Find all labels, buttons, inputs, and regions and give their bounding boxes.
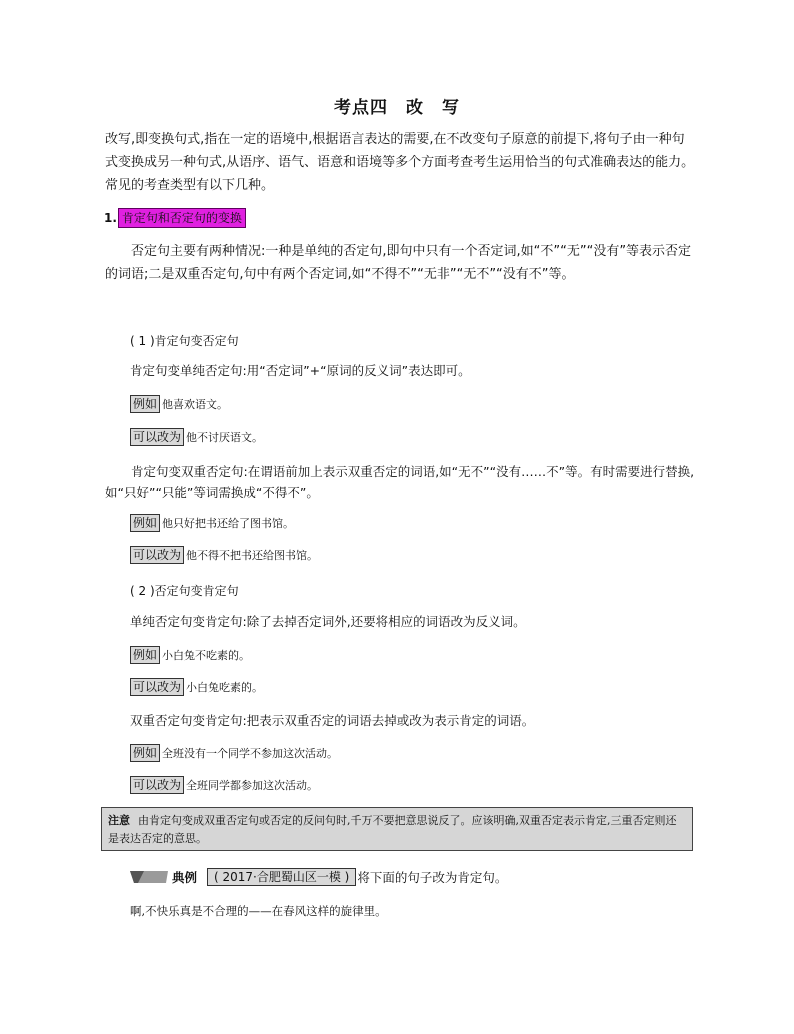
example-tag: 例如 <box>130 514 160 532</box>
example-tag: 例如 <box>130 646 160 664</box>
note-box <box>101 807 693 851</box>
rewrite-text: 他不得不把书还给图书馆。 <box>186 549 319 562</box>
rewrite-text: 全班同学都参加这次活动。 <box>186 779 319 792</box>
rule-double-negative: 肯定句变双重否定句:在谓语前加上表示双重否定的词语,如“无不”“没有……不”等。有时需要进行替换,如“只好”“只能”等词需换成“不得不”。 <box>105 464 695 500</box>
rewrite-2 <box>130 546 318 564</box>
section-label: 肯定句和否定句的变换 <box>118 208 246 228</box>
section-heading <box>104 208 246 228</box>
rewrite-tag: 可以改为 <box>130 678 184 696</box>
section-number: 1. <box>104 211 117 225</box>
negation-types-paragraph: 否定句主要有两种情况:一种是单纯的否定句,即句中只有一个否定词,如“不”“无”“没有”等表示否定的词语;二是双重否定句,句中有两个否定词,如“不得不”“无非”“无不”“没有不”等。 <box>105 244 692 282</box>
example-text: 他喜欢语文。 <box>162 398 229 411</box>
exam-source-badge: ( 2017·合肥蜀山区一模 ) <box>207 868 356 886</box>
rewrite-1 <box>130 428 263 446</box>
intro-paragraph: 改写,即变换句式,指在一定的语境中,根据语言表达的需要,在不改变句子原意的前提下,将句子由一种句式变换成另一种句式,从语序、语气、语意和语境等多个方面考查考生运用恰当的句式准确表达的能力。常见的考查类型有以下几种。 <box>105 132 695 193</box>
example-text: 他只好把书还给了图书馆。 <box>162 517 295 530</box>
rewrite-text: 小白兔吃素的。 <box>186 681 264 694</box>
typical-example-instruction: 将下面的句子改为肯定句。 <box>357 870 508 885</box>
rewrite-tag: 可以改为 <box>130 776 184 794</box>
example-2 <box>130 514 294 532</box>
typical-example-marker-icon <box>130 870 168 884</box>
note-heading: 注意 <box>108 814 130 827</box>
note-text: 由肯定句变成双重否定句或否定的反问句时,千万不要把意思说反了。应该明确,双重否定表示肯定,三重否定则还是表达否定的意思。 <box>108 814 677 845</box>
question-sentence: 啊,不快乐真是不合理的——在春风这样的旋律里。 <box>130 904 387 918</box>
example-tag: 例如 <box>130 395 160 413</box>
example-text: 全班没有一个同学不参加这次活动。 <box>162 747 339 760</box>
typical-example <box>130 868 507 886</box>
rule-double-to-affirmative: 双重否定句变肯定句:把表示双重否定的词语去掉或改为表示肯定的词语。 <box>130 713 535 728</box>
example-text: 小白兔不吃素的。 <box>162 649 251 662</box>
example-3 <box>130 646 250 664</box>
rewrite-4 <box>130 776 318 794</box>
example-4 <box>130 744 338 762</box>
typical-example-label: 典例 <box>172 870 198 885</box>
rewrite-text: 他不讨厌语文。 <box>186 431 264 444</box>
page-title: 考点四 改 写 <box>334 98 460 118</box>
subheading-negative-to-affirmative: ( 2 )否定句变肯定句 <box>130 584 239 598</box>
rule-simple-negative: 肯定句变单纯否定句:用“否定词”+“原词的反义词”表达即可。 <box>130 363 471 378</box>
subheading-affirmative-to-negative: ( 1 )肯定句变否定句 <box>130 334 239 348</box>
example-tag: 例如 <box>130 744 160 762</box>
rewrite-tag: 可以改为 <box>130 428 184 446</box>
rewrite-tag: 可以改为 <box>130 546 184 564</box>
rule-simple-to-affirmative: 单纯否定句变肯定句:除了去掉否定词外,还要将相应的词语改为反义词。 <box>130 614 526 629</box>
rewrite-3 <box>130 678 263 696</box>
example-1 <box>130 395 228 413</box>
